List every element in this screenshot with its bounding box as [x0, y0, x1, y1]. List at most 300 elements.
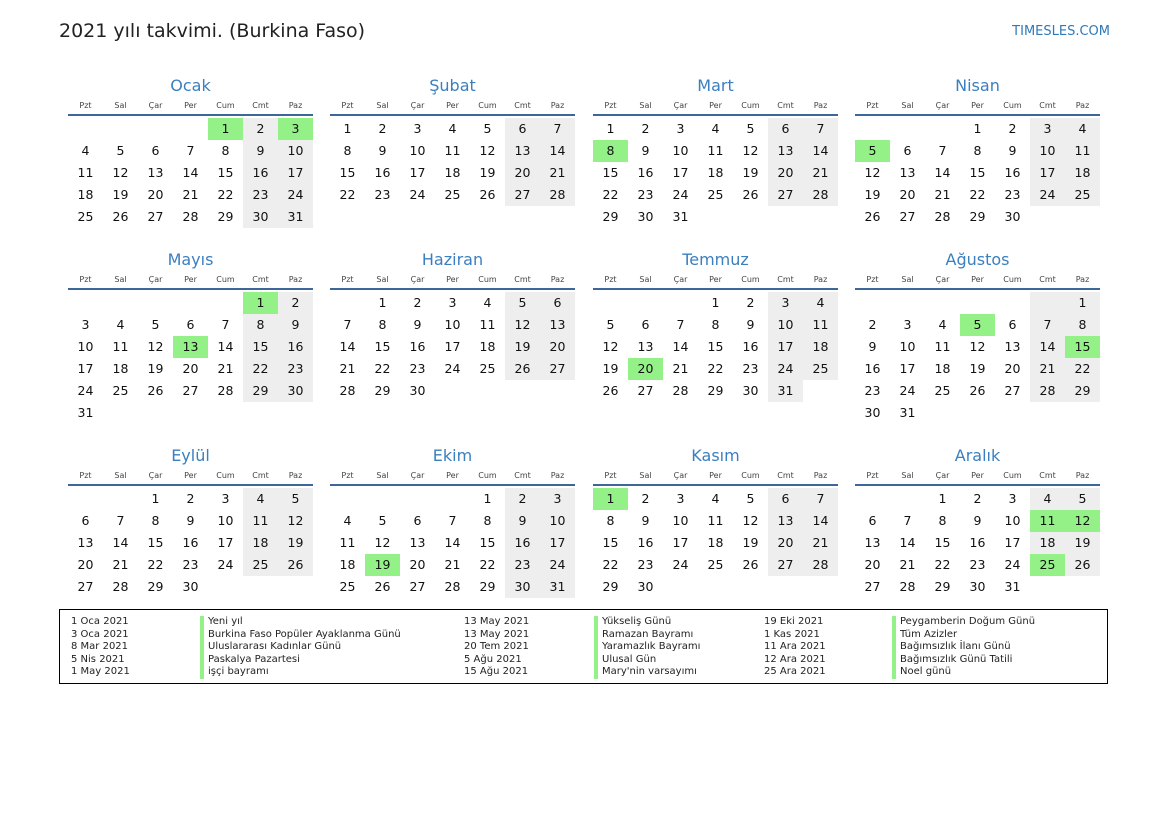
weekday-label: Cum: [478, 275, 497, 284]
day-cell: 11: [1065, 140, 1100, 162]
day-cell: 23: [637, 557, 654, 572]
day-cell: 15: [217, 165, 234, 180]
empty-day-cell: [1065, 402, 1100, 424]
weekday-label: Sal: [376, 101, 389, 110]
day-cell: 10: [672, 513, 689, 528]
weekday-label: Cum: [741, 101, 760, 110]
day-cell: 8: [606, 513, 615, 528]
weekday-header: [330, 98, 575, 116]
day-cell: 30: [969, 579, 986, 594]
day-cell: 23: [505, 554, 540, 576]
holiday-date: 25 Ara 2021: [764, 666, 826, 677]
day-cell: 5: [746, 121, 755, 136]
day-cell: 23: [1004, 187, 1021, 202]
empty-day-cell: [995, 402, 1030, 424]
month-name: Ağustos: [945, 250, 1010, 269]
day-cell: 26: [742, 557, 759, 572]
weekday-header: [855, 468, 1100, 486]
day-cell: 9: [413, 317, 422, 332]
weekday-header: [330, 468, 575, 486]
day-cell: 9: [868, 339, 877, 354]
day-grid: [68, 290, 313, 424]
day-cell: 31: [1004, 579, 1021, 594]
day-cell: 17: [899, 361, 916, 376]
day-cell: 31: [768, 380, 803, 402]
weekday-label: Çar: [935, 275, 950, 284]
day-cell: 28: [182, 209, 199, 224]
day-cell: 22: [602, 557, 619, 572]
empty-day-cell: [435, 380, 470, 402]
day-cell: 25: [444, 187, 461, 202]
day-cell: 19: [742, 535, 759, 550]
holiday-name: Paskalya Pazartesi: [200, 654, 401, 667]
empty-day-cell: [663, 292, 698, 314]
day-cell: 10: [540, 510, 575, 532]
day-cell: 1: [151, 491, 160, 506]
day-cell: 24: [540, 554, 575, 576]
month-name: Şubat: [429, 76, 476, 95]
month-name: Haziran: [421, 250, 484, 269]
day-cell: 16: [1004, 165, 1021, 180]
day-cell: 16: [409, 339, 426, 354]
day-cell: 28: [217, 383, 234, 398]
day-cell: 11: [339, 535, 356, 550]
weekday-label: Per: [184, 471, 197, 480]
month-block: [330, 444, 575, 598]
weekday-label: Çar: [410, 471, 425, 480]
day-cell: 1: [343, 121, 352, 136]
day-cell: 6: [768, 118, 803, 140]
holiday-date: 5 Ağu 2021: [464, 653, 522, 665]
day-cell: 14: [803, 140, 838, 162]
day-cell: 29: [147, 579, 164, 594]
weekday-label: Sal: [376, 275, 389, 284]
day-cell: 26: [374, 579, 391, 594]
day-cell: 27: [182, 383, 199, 398]
empty-day-cell: [173, 402, 208, 424]
empty-day-cell: [890, 292, 925, 314]
day-cell: 14: [112, 535, 129, 550]
day-cell: 24: [672, 557, 689, 572]
day-cell: 3: [768, 292, 803, 314]
day-cell: 21: [112, 557, 129, 572]
holiday-day-cell: 13: [173, 336, 208, 358]
day-cell: 18: [444, 165, 461, 180]
day-cell: 29: [934, 579, 951, 594]
weekday-label: Per: [709, 471, 722, 480]
day-cell: 25: [934, 383, 951, 398]
day-grid: [330, 116, 575, 206]
weekday-label: Cmt: [1039, 275, 1056, 284]
month-block: [855, 74, 1100, 228]
day-cell: 22: [147, 557, 164, 572]
empty-day-cell: [103, 402, 138, 424]
day-cell: 5: [116, 143, 125, 158]
day-cell: 30: [742, 383, 759, 398]
day-cell: 22: [969, 187, 986, 202]
empty-day-cell: [768, 576, 803, 598]
day-cell: 12: [742, 513, 759, 528]
weekday-label: Paz: [288, 471, 303, 480]
day-cell: 8: [221, 143, 230, 158]
empty-day-cell: [593, 292, 628, 314]
day-cell: 24: [899, 383, 916, 398]
day-cell: 4: [803, 292, 838, 314]
holiday-date: 1 Kas 2021: [764, 628, 820, 640]
day-cell: 6: [768, 488, 803, 510]
day-cell: 29: [707, 383, 724, 398]
day-cell: 21: [182, 187, 199, 202]
empty-day-cell: [768, 206, 803, 228]
empty-day-cell: [278, 576, 313, 598]
day-cell: 24: [278, 184, 313, 206]
weekday-label: Çar: [148, 275, 163, 284]
holiday-name: Ulusal Gün: [594, 654, 700, 667]
empty-day-cell: [278, 402, 313, 424]
site-link[interactable]: TIMESLES.COM: [1012, 24, 1110, 39]
day-cell: 5: [746, 491, 755, 506]
day-cell: 16: [742, 339, 759, 354]
holiday-date: 19 Eki 2021: [764, 616, 824, 627]
day-cell: 6: [1008, 317, 1017, 332]
empty-day-cell: [208, 402, 243, 424]
weekday-label: Çar: [410, 101, 425, 110]
day-grid: [855, 290, 1100, 424]
weekday-label: Cmt: [777, 471, 794, 480]
holiday-name: Bağımsızlık İlanı Günü: [892, 641, 1035, 654]
weekday-label: Cmt: [252, 471, 269, 480]
empty-day-cell: [365, 488, 400, 510]
empty-day-cell: [103, 292, 138, 314]
day-cell: 23: [243, 184, 278, 206]
day-cell: 2: [378, 121, 387, 136]
day-cell: 10: [278, 140, 313, 162]
weekday-label: Sal: [639, 275, 652, 284]
weekday-label: Pzt: [866, 101, 879, 110]
day-cell: 1: [378, 295, 387, 310]
holiday-date: 13 May 2021: [464, 628, 530, 640]
weekday-header: [68, 272, 313, 290]
day-cell: 8: [151, 513, 160, 528]
day-cell: 4: [938, 317, 947, 332]
weekday-label: Cmt: [777, 101, 794, 110]
day-cell: 25: [243, 554, 278, 576]
day-cell: 23: [182, 557, 199, 572]
holiday-name: işçi bayramı: [200, 666, 401, 679]
day-cell: 8: [938, 513, 947, 528]
day-cell: 17: [409, 165, 426, 180]
holiday-list: [59, 609, 1108, 684]
empty-day-cell: [855, 292, 890, 314]
empty-day-cell: [243, 576, 278, 598]
weekday-header: [855, 272, 1100, 290]
day-cell: 2: [746, 295, 755, 310]
day-cell: 26: [742, 187, 759, 202]
day-cell: 8: [343, 143, 352, 158]
day-cell: 27: [864, 579, 881, 594]
day-cell: 30: [864, 405, 881, 420]
day-cell: 14: [1030, 336, 1065, 358]
empty-day-cell: [505, 380, 540, 402]
day-cell: 19: [479, 165, 496, 180]
day-cell: 3: [221, 491, 230, 506]
day-cell: 9: [746, 317, 755, 332]
day-cell: 28: [803, 554, 838, 576]
day-cell: 5: [151, 317, 160, 332]
day-cell: 10: [672, 143, 689, 158]
weekday-label: Paz: [813, 101, 828, 110]
day-cell: 28: [934, 209, 951, 224]
day-cell: 14: [182, 165, 199, 180]
empty-day-cell: [995, 292, 1030, 314]
empty-day-cell: [925, 118, 960, 140]
day-cell: 28: [444, 579, 461, 594]
day-cell: 31: [77, 405, 94, 420]
day-cell: 8: [378, 317, 387, 332]
day-cell: 28: [339, 383, 356, 398]
day-cell: 17: [278, 162, 313, 184]
day-cell: 25: [707, 187, 724, 202]
weekday-label: Çar: [148, 471, 163, 480]
day-cell: 13: [147, 165, 164, 180]
day-cell: 1: [973, 121, 982, 136]
weekday-label: Cum: [216, 471, 235, 480]
day-cell: 8: [483, 513, 492, 528]
page-title: 2021 yılı takvimi. (Burkina Faso): [59, 20, 366, 42]
day-cell: 7: [803, 118, 838, 140]
day-cell: 10: [1030, 140, 1065, 162]
day-cell: 10: [444, 317, 461, 332]
day-cell: 15: [479, 535, 496, 550]
weekday-label: Cmt: [252, 101, 269, 110]
weekday-label: Cmt: [514, 275, 531, 284]
day-cell: 20: [147, 187, 164, 202]
day-cell: 31: [899, 405, 916, 420]
day-cell: 4: [1030, 488, 1065, 510]
day-cell: 4: [483, 295, 492, 310]
weekday-label: Cum: [216, 101, 235, 110]
day-cell: 20: [768, 532, 803, 554]
empty-day-cell: [173, 118, 208, 140]
day-cell: 14: [444, 535, 461, 550]
empty-day-cell: [803, 206, 838, 228]
day-cell: 21: [803, 162, 838, 184]
holiday-name: Yeni yıl: [200, 616, 401, 629]
day-cell: 7: [1030, 314, 1065, 336]
day-cell: 11: [934, 339, 951, 354]
day-cell: 28: [540, 184, 575, 206]
empty-day-cell: [103, 488, 138, 510]
day-cell: 22: [934, 557, 951, 572]
empty-day-cell: [925, 402, 960, 424]
day-cell: 14: [672, 339, 689, 354]
weekday-label: Per: [971, 471, 984, 480]
weekday-label: Paz: [813, 471, 828, 480]
day-cell: 7: [221, 317, 230, 332]
empty-day-cell: [890, 118, 925, 140]
day-grid: [330, 290, 575, 402]
weekday-label: Cum: [478, 101, 497, 110]
day-cell: 19: [969, 361, 986, 376]
day-cell: 22: [243, 358, 278, 380]
day-cell: 27: [505, 184, 540, 206]
day-cell: 15: [243, 336, 278, 358]
empty-day-cell: [243, 402, 278, 424]
weekday-header: [330, 272, 575, 290]
day-cell: 6: [151, 143, 160, 158]
day-cell: 29: [243, 380, 278, 402]
weekday-label: Paz: [1075, 101, 1090, 110]
day-cell: 4: [448, 121, 457, 136]
day-cell: 10: [77, 339, 94, 354]
weekday-label: Sal: [901, 471, 914, 480]
day-cell: 3: [903, 317, 912, 332]
empty-day-cell: [1030, 402, 1065, 424]
day-cell: 28: [899, 579, 916, 594]
day-cell: 20: [899, 187, 916, 202]
day-cell: 11: [77, 165, 94, 180]
day-cell: 28: [112, 579, 129, 594]
day-cell: 21: [1030, 358, 1065, 380]
day-cell: 12: [864, 165, 881, 180]
day-cell: 18: [934, 361, 951, 376]
day-cell: 5: [505, 292, 540, 314]
day-cell: 28: [803, 184, 838, 206]
day-cell: 27: [409, 579, 426, 594]
empty-day-cell: [960, 292, 995, 314]
day-cell: 16: [243, 162, 278, 184]
day-cell: 11: [803, 314, 838, 336]
day-cell: 22: [707, 361, 724, 376]
day-cell: 19: [742, 165, 759, 180]
holiday-date: 13 May 2021: [464, 616, 530, 627]
empty-day-cell: [960, 402, 995, 424]
holiday-date: 12 Ara 2021: [764, 653, 826, 665]
holiday-day-cell: 25: [1030, 554, 1065, 576]
holiday-names-2: [594, 616, 700, 679]
day-cell: 13: [77, 535, 94, 550]
day-cell: 3: [448, 295, 457, 310]
empty-day-cell: [138, 402, 173, 424]
empty-day-cell: [68, 292, 103, 314]
day-cell: 31: [540, 576, 575, 598]
day-cell: 9: [378, 143, 387, 158]
day-cell: 12: [374, 535, 391, 550]
day-cell: 7: [938, 143, 947, 158]
day-cell: 30: [637, 209, 654, 224]
weekday-label: Sal: [901, 101, 914, 110]
day-cell: 22: [1065, 358, 1100, 380]
day-cell: 26: [1065, 554, 1100, 576]
day-cell: 12: [112, 165, 129, 180]
day-cell: 19: [602, 361, 619, 376]
weekday-label: Pzt: [604, 471, 617, 480]
day-cell: 18: [803, 336, 838, 358]
empty-day-cell: [803, 576, 838, 598]
day-cell: 24: [217, 557, 234, 572]
day-cell: 23: [969, 557, 986, 572]
empty-day-cell: [103, 118, 138, 140]
empty-day-cell: [663, 576, 698, 598]
month-block: [593, 74, 838, 228]
holiday-column-2: [464, 616, 529, 679]
day-cell: 24: [77, 383, 94, 398]
empty-day-cell: [330, 488, 365, 510]
day-cell: 29: [374, 383, 391, 398]
day-cell: 4: [343, 513, 352, 528]
day-cell: 1: [483, 491, 492, 506]
day-cell: 11: [707, 143, 724, 158]
holiday-name: Bağımsızlık Günü Tatili: [892, 654, 1035, 667]
day-cell: 24: [444, 361, 461, 376]
holiday-day-cell: 19: [365, 554, 400, 576]
day-cell: 15: [602, 165, 619, 180]
day-cell: 20: [182, 361, 199, 376]
month-name: Eylül: [171, 446, 210, 465]
day-cell: 20: [409, 557, 426, 572]
day-cell: 30: [278, 380, 313, 402]
day-cell: 17: [540, 532, 575, 554]
day-cell: 22: [602, 187, 619, 202]
day-cell: 27: [768, 184, 803, 206]
month-name: Ekim: [432, 446, 473, 465]
weekday-header: [593, 98, 838, 116]
day-cell: 5: [483, 121, 492, 136]
day-cell: 30: [243, 206, 278, 228]
holiday-date: 11 Ara 2021: [764, 641, 826, 652]
day-cell: 1: [938, 491, 947, 506]
day-cell: 31: [672, 209, 689, 224]
weekday-header: [68, 468, 313, 486]
empty-day-cell: [330, 292, 365, 314]
day-cell: 18: [112, 361, 129, 376]
weekday-label: Cmt: [514, 471, 531, 480]
day-cell: 3: [676, 491, 685, 506]
day-cell: 27: [540, 358, 575, 380]
empty-day-cell: [173, 292, 208, 314]
day-grid: [593, 116, 838, 228]
day-cell: 1: [1065, 292, 1100, 314]
day-cell: 13: [768, 140, 803, 162]
holiday-date: 5 Nis 2021: [71, 653, 125, 665]
day-cell: 2: [973, 491, 982, 506]
day-cell: 16: [182, 535, 199, 550]
day-cell: 3: [540, 488, 575, 510]
day-cell: 4: [711, 491, 720, 506]
empty-day-cell: [208, 576, 243, 598]
day-cell: 26: [479, 187, 496, 202]
day-cell: 23: [637, 187, 654, 202]
day-cell: 9: [1008, 143, 1017, 158]
day-cell: 27: [899, 209, 916, 224]
weekday-label: Per: [446, 101, 459, 110]
day-cell: 17: [1004, 535, 1021, 550]
weekday-label: Cum: [741, 275, 760, 284]
weekday-label: Cmt: [1039, 471, 1056, 480]
month-block: [855, 248, 1100, 424]
day-cell: 5: [278, 488, 313, 510]
day-cell: 12: [505, 314, 540, 336]
day-cell: 10: [409, 143, 426, 158]
empty-day-cell: [138, 118, 173, 140]
month-block: [68, 248, 313, 424]
day-cell: 17: [217, 535, 234, 550]
day-cell: 16: [969, 535, 986, 550]
day-cell: 25: [707, 557, 724, 572]
holiday-date: 1 May 2021: [71, 666, 130, 677]
day-cell: 30: [409, 383, 426, 398]
day-cell: 2: [278, 292, 313, 314]
